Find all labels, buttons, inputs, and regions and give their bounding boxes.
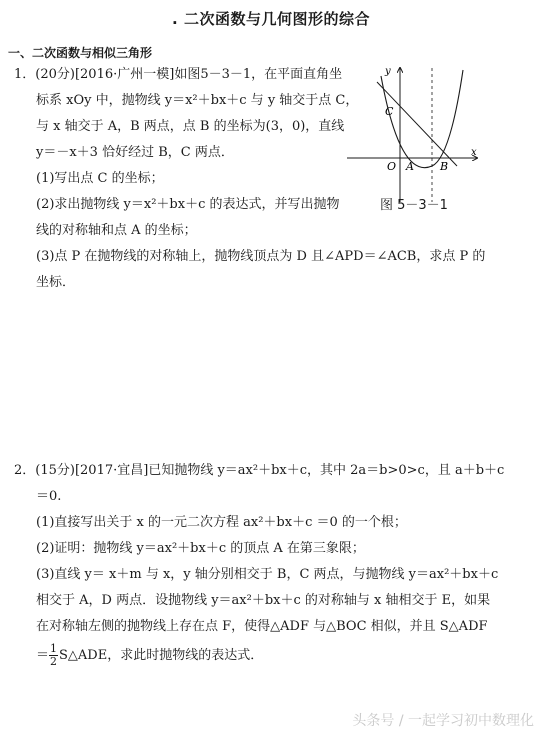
page-title: . 二次函数与几何图形的综合	[172, 10, 370, 28]
problem-2-last-line	[14, 640, 504, 672]
problem-1-part-1: (1)写出点 C 的坐标；	[36, 171, 164, 186]
problem-1-line: 线的对称轴和点 A 的坐标；	[36, 223, 197, 238]
problem-2-last-text: S△ADE，求此时抛物线的表达式．	[59, 648, 264, 663]
problem-2-part-2: (2)证明：抛物线 y＝ax²＋bx＋c 的顶点 A 在第三象限；	[36, 541, 365, 556]
point-b-label: B	[440, 160, 449, 173]
problem-1-line: 坐标．	[36, 275, 76, 290]
problem-1-line: 标系 xOy 中，抛物线 y＝x²＋bx＋c 与 y 轴交于点 C，	[36, 93, 359, 108]
problem-1-part-3: (3)点 P 在抛物线的对称轴上，抛物线顶点为 D 且∠APD＝∠ACB，求点 P 的	[36, 249, 486, 264]
point-a-label: A	[406, 160, 414, 173]
fraction-numerator: 1	[50, 642, 58, 655]
problem-2-part-1: (1)直接写出关于 x 的一元二次方程 ax²＋bx＋c ＝0 的一个根；	[36, 515, 407, 530]
problem-2-line: 在对称轴左侧的抛物线上存在点 F，使得△ADF 与△BOC 相似，并且 S△ADF	[36, 619, 488, 634]
problem-2-line: 2．(15分)[2017·宜昌]已知抛物线 y＝ax²＋bx＋c，其中 2a＝b>0>c，且 a＋b＋c	[14, 463, 505, 478]
problem-2	[14, 458, 504, 672]
parabola-curve	[381, 70, 463, 168]
origin-label: O	[387, 160, 397, 173]
line-bc	[377, 82, 457, 166]
problem-1-line: 1．(20分)[2016·广州一模]如图5－3－1，在平面直角坐	[14, 67, 343, 82]
x-axis-label: x	[471, 147, 477, 158]
problem-1-line: 与 x 轴交于 A，B 两点，点 B 的坐标为(3，0)，直线	[36, 119, 345, 134]
problem-2-line: ＝0.	[36, 489, 62, 504]
fraction-denominator: 2	[50, 655, 58, 668]
y-axis-label: y	[385, 66, 391, 77]
fraction-half	[49, 643, 58, 668]
figure-caption: 图 5－3－1	[380, 198, 448, 213]
problem-2-line: 相交于 A，D 两点．设抛物线 y＝ax²＋bx＋c 的对称轴与 x 轴相交于 E，如果	[36, 593, 491, 608]
problem-1-part-2: (2)求出抛物线 y＝x²＋bx＋c 的表达式，并写出抛物	[36, 197, 340, 212]
parabola-figure	[345, 62, 485, 212]
problem-1-line: y＝－x＋3 恰好经过 B，C 两点．	[36, 145, 234, 160]
equals-sign: ＝	[36, 648, 50, 663]
problem-2-part-3: (3)直线 y＝ x＋m 与 x，y 轴分别相交于 B，C 两点，与抛物线 y＝ax²＋bx＋c	[36, 567, 499, 582]
point-c-label: C	[385, 105, 394, 118]
section-heading: 一、二次函数与相似三角形	[8, 46, 153, 60]
watermark: 头条号 / 一起学习初中数理化	[352, 713, 534, 729]
